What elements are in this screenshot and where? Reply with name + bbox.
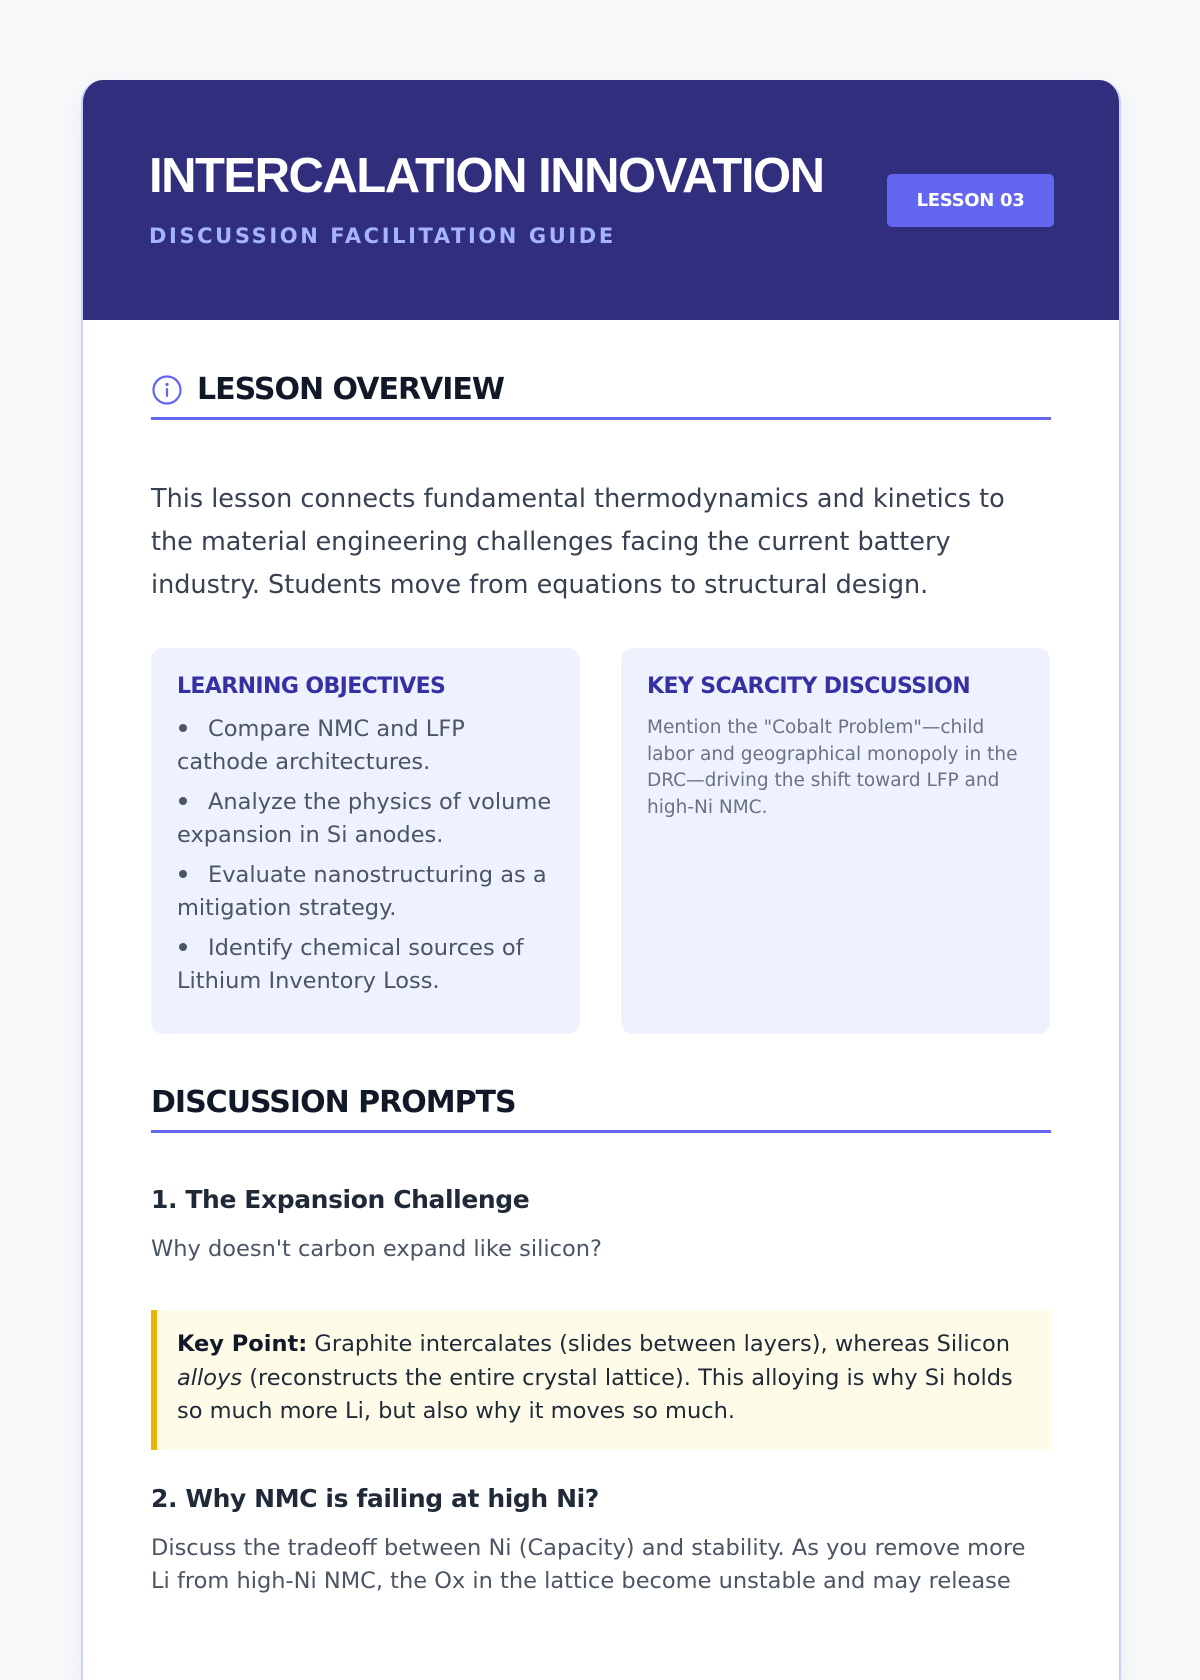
- page-subtitle: DISCUSSION FACILITATION GUIDE: [149, 224, 616, 248]
- objectives-title: LEARNING OBJECTIVES: [177, 674, 446, 699]
- prompt-1-title: 1. The Expansion Challenge: [151, 1185, 530, 1214]
- page-title: INTERCALATION INNOVATION: [149, 149, 824, 203]
- prompts-title: DISCUSSION PROMPTS: [151, 1085, 516, 1120]
- overview-text: This lesson connects fundamental thermodynamics and kinetics to the material engineering challenges facing the current battery industry. Students move from equations to structural design.: [151, 484, 1005, 600]
- scarcity-text: Mention the "Cobalt Problem"—child labor and geographical monopoly in the DRC—driving the shift toward LFP and high-Ni NMC.: [647, 717, 1018, 818]
- key-scarcity-panel: [621, 648, 1050, 1034]
- list-item: Identify chemical sources of Lithium Inventory Loss.: [177, 935, 524, 994]
- key-point-emphasis: alloys: [177, 1364, 243, 1391]
- objectives-list: [177, 713, 554, 998]
- learning-objectives-panel: [151, 648, 580, 1034]
- list-item: Evaluate nanostructuring as a mitigation strategy.: [177, 862, 547, 921]
- list-item: Compare NMC and LFP cathode architectures.: [177, 716, 465, 775]
- overview-section-header: [151, 362, 1051, 420]
- prompts-section-header: [151, 1075, 1051, 1133]
- lesson-card: [81, 80, 1121, 1680]
- prompt-2-question: Discuss the tradeoff between Ni (Capacity) and stability. As you remove more Li from high-Ni NMC, the Ox in the lattice become unstable and may release: [151, 1535, 1026, 1594]
- info-icon: [151, 374, 183, 406]
- list-item: Analyze the physics of volume expansion in Si anodes.: [177, 789, 552, 848]
- overview-title: LESSON OVERVIEW: [197, 372, 505, 407]
- key-point-label: Key Point:: [177, 1331, 308, 1357]
- prompt-2-title: 2. Why NMC is failing at high Ni?: [151, 1484, 599, 1513]
- key-point-callout: Key Point: Graphite intercalates (slides between layers), whereas Silicon alloys (reconstructs the entire crystal lattice). This alloying is why Si holds so much more Li, but also why it moves so much.: [151, 1310, 1051, 1450]
- scarcity-title: KEY SCARCITY DISCUSSION: [647, 674, 971, 699]
- prompt-1-question: Why doesn't carbon expand like silicon?: [151, 1236, 602, 1262]
- lesson-header: [81, 80, 1121, 320]
- lesson-badge: LESSON 03: [887, 174, 1054, 227]
